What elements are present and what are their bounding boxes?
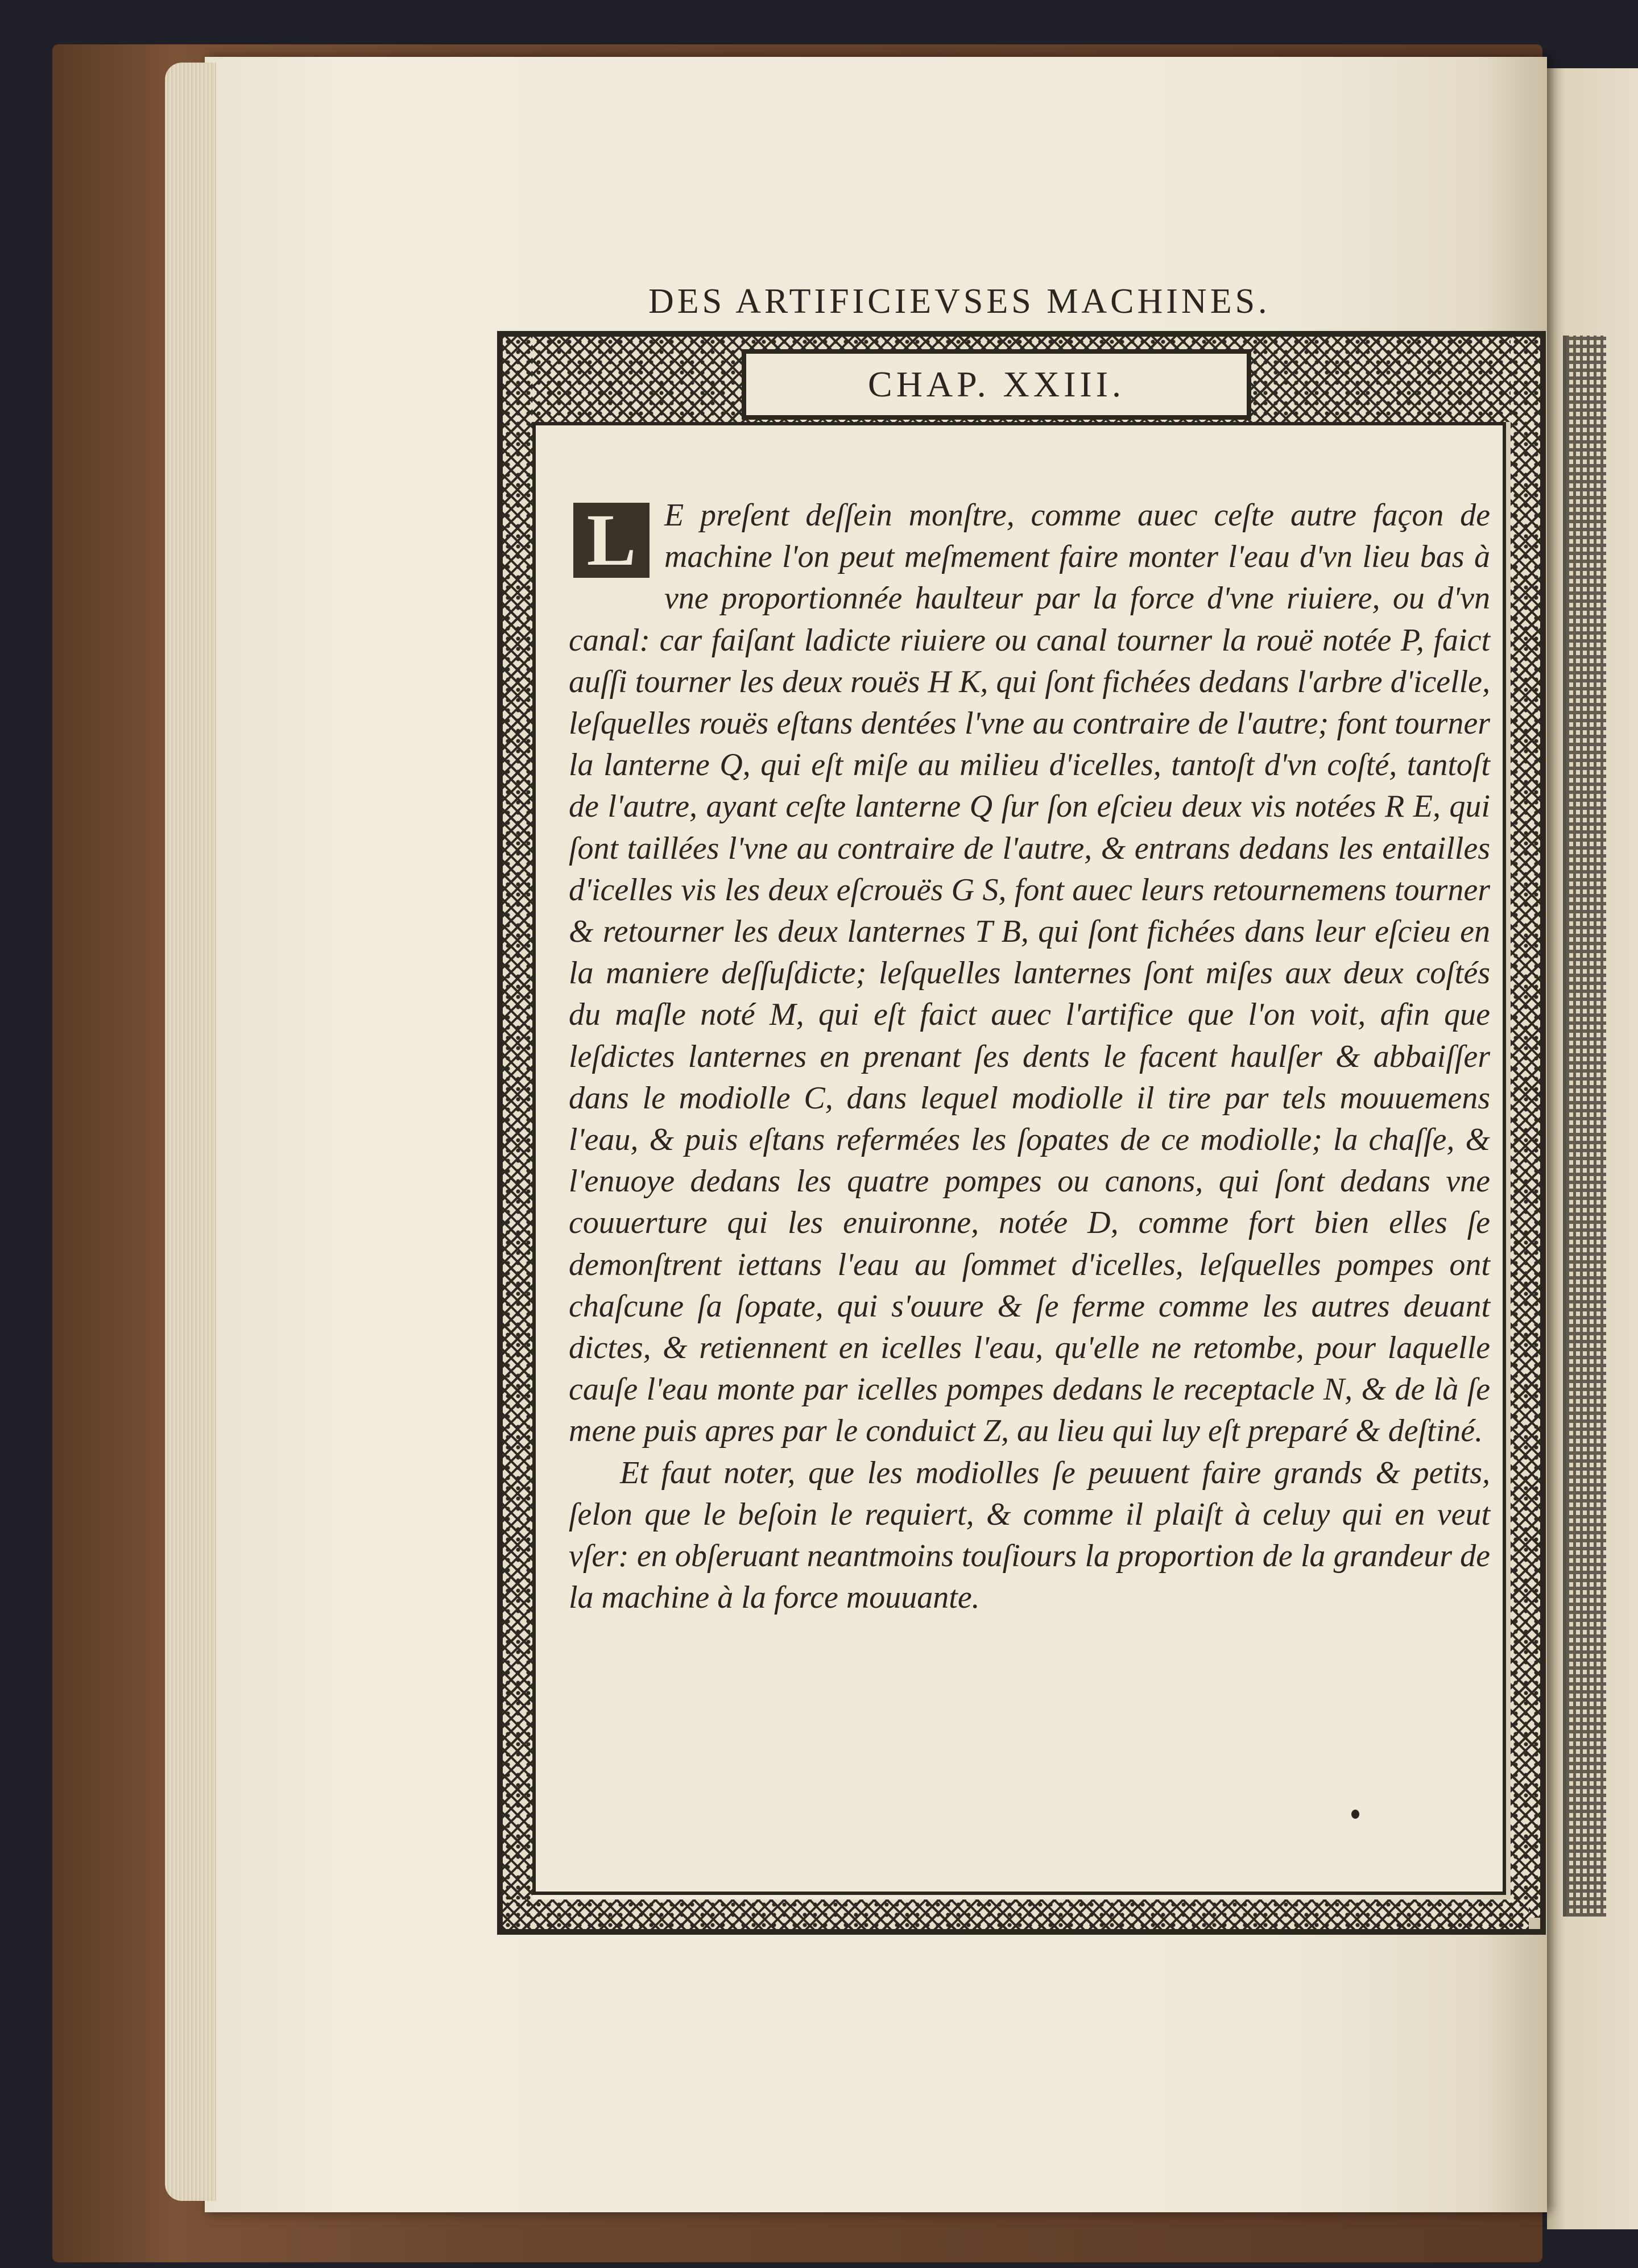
ornament-bottom-border	[503, 1899, 1529, 1929]
chapter-title: CHAP. XXIII.	[868, 364, 1125, 404]
paragraph-1	[569, 495, 1490, 1452]
running-head: DES ARTIFICIEVSES MACHINES.	[648, 282, 1271, 321]
ornament-right-border	[1511, 337, 1540, 1918]
ornament-left-border	[503, 337, 532, 1918]
chapter-title-box	[742, 349, 1251, 420]
body-text	[569, 495, 1490, 1619]
paragraph-1-text: E preſent deſſein monſtre, comme auec ceſte autre façon de machine l'on peut meſmement faire monter l'eau d'vn lieu bas à vne proportionnée haulteur par la force d'vne riuiere, ou d'vn canal: car faiſant ladicte riuiere ou canal tourner la rouë notée P, faict auſſi tourner les deux rouës H K, qui ſont fichées dedans l'arbre d'icelle, leſquelles rouës eſtans dentées l'vne au contraire de l'autre; font tourner la lanterne Q, qui eſt miſe au milieu d'icelles, tantoſt d'vn coſté, tantoſt de l'autre, ayant ceſte lanterne Q ſur ſon eſcieu deux vis notées R E, qui ſont taillées l'vne au contraire de l'autre, & entrans dedans les entailles d'icelles vis les deux eſcrouës G S, font auec leurs retournemens tourner & retourner les deux lanternes T B, qui ſont fichées dans leur eſcieu en la maniere deſſuſdicte; leſquelles lanternes ſont miſes aux deux coſtés du maſle noté M, qui eſt faict auec l'artifice que l'on voit, afin que leſdictes lanternes en prenant ſes dents le facent haulſer & abbaiſſer dans le modiolle C, dans lequel modiolle il tire par tels mouuemens l'eau, & puis eſtans refermées les ſopates de ce modiolle; la chaſſe, & l'enuoye dedans les quatre pompes ou canons, qui ſont dedans vne couuerture qui les enuironne, notée D, comme fort bien elles ſe demonſtrent iettans l'eau au ſommet d'icelles, leſquelles pompes ont chaſcune ſa ſopate, qui s'ouure & ſe ferme comme les autres deuant dictes, & retiennent en icelles l'eau, qu'elle ne retombe, pour laquelle cauſe l'eau monte par icelles pompes dedans le receptacle N, & de là ſe mene puis apres par le conduict Z, au lieu qui luy eſt preparé & deſtiné.	[569, 498, 1490, 1449]
ink-spot	[1351, 1810, 1359, 1819]
paragraph-2: Et faut noter, que les modiolles ſe peuuent faire grands & petits, ſelon que le beſoin le requiert, & comme il plaiſt à celuy qui en veut vſer: en obſeruant neantmoins touſiours la proportion de la grandeur de la machine à la force mouuante.	[569, 1455, 1490, 1616]
facing-page-ornament	[1563, 336, 1606, 1917]
dropcap-initial: L	[569, 498, 654, 582]
page-edges	[165, 63, 216, 2201]
